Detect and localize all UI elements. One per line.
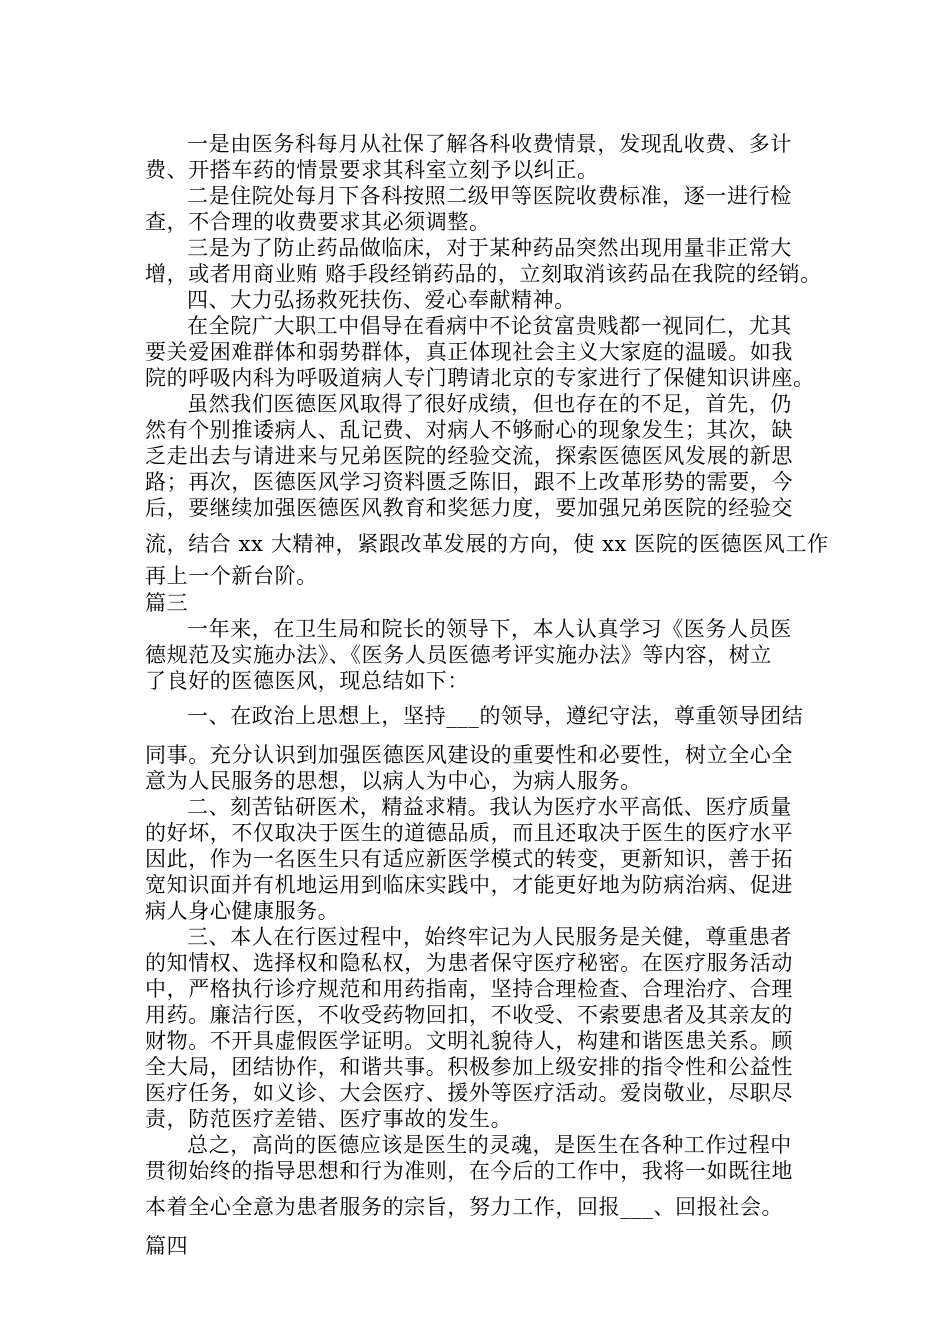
text-line: 一是由医务科每月从社保了解各科收费情景，发现乱收费、多计: [187, 132, 792, 156]
text-line: 路；再次，医德医风学习资料匮乏陈旧，跟不上改革形势的需要，今: [145, 470, 793, 494]
text-line: 的好坏，不仅取决于医生的道德品质，而且还取决于医生的医疗水平: [145, 821, 793, 845]
text-line: 增，或者用商业贿 赂手段经销药品的，立刻取消该药品在我院的经销。: [145, 262, 822, 286]
text-line: 意为人民服务的思想，以病人为中心，为病人服务。: [145, 769, 642, 793]
text-line: 流，结合 xx 大精神，紧跟改革发展的方向，使 xx 医院的医德医风工作: [145, 532, 829, 556]
text-line: 虽然我们医德医风取得了很好成绩，但也存在的不足，首先，仍: [187, 392, 792, 416]
text-line: 二、刻苦钻研医术，精益求精。我认为医疗水平高低、医疗质量: [187, 795, 792, 819]
text-line: 医疗任务，如义诊、大会医疗、援外等医疗活动。爱岗敬业，尽职尽: [145, 1081, 793, 1105]
text-line: 中，严格执行诊疗规范和用药指南，坚持合理检查、合理治疗、合理: [145, 977, 793, 1001]
text-line: 一年来，在卫生局和院长的领导下，本人认真学习《医务人员医: [187, 617, 792, 641]
text-line: 二是住院处每月下各科按照二级甲等医院收费标准，逐一进行检: [187, 184, 792, 208]
text-line: 本着全心全意为患者服务的宗旨，努力工作，回报___、回报社会。: [145, 1195, 784, 1219]
text-line: 院的呼吸内科为呼吸道病人专门聘请北京的专家进行了保健知识讲座。: [145, 366, 815, 390]
text-line: 后，要继续加强医德医风教育和奖惩力度，要加强兄弟医院的经验交: [145, 496, 793, 520]
section-title: 篇四: [145, 1234, 189, 1258]
text-line: 因此，作为一名医生只有适应新医学模式的转变，更新知识，善于拓: [145, 847, 793, 871]
text-line: 了良好的医德医风，现总结如下：: [145, 669, 469, 693]
text-line: 总之，高尚的医德应该是医生的灵魂，是医生在各种工作过程中: [187, 1133, 792, 1157]
text-line: 一、在政治上思想上，坚持___的领导，遵纪守法，尊重领导团结: [187, 704, 804, 728]
text-line: 贯彻始终的指导思想和行为准则，在今后的工作中，我将一如既往地: [145, 1159, 793, 1183]
text-line: 病人身心健康服务。: [145, 899, 340, 923]
section-heading: 四、大力弘扬救死扶伤、爱心奉献精神。: [187, 288, 576, 312]
text-line: 德规范及实施办法》、《医务人员医德考评实施办法》等内容，树立: [145, 643, 772, 667]
text-line: 在全院广大职工中倡导在看病中不论贫富贵贱都一视同仁，尤其: [187, 314, 792, 338]
text-line: 同事。充分认识到加强医德医风建设的重要性和必要性，树立全心全: [145, 743, 793, 767]
text-line: 要关爱困难群体和弱势群体，真正体现社会主义大家庭的温暖。如我: [145, 340, 793, 364]
text-line: 用药。廉洁行医，不收受药物回扣，不收受、不索要患者及其亲友的: [145, 1003, 793, 1027]
text-line: 全大局，团结协作，和谐共事。积极参加上级安排的指令性和公益性: [145, 1055, 793, 1079]
text-line: 财物。不开具虚假医学证明。文明礼貌待人，构建和谐医患关系。顾: [145, 1029, 793, 1053]
text-line: 宽知识面并有机地运用到临床实践中，才能更好地为防病治病、促进: [145, 873, 793, 897]
text-line: 然有个别推诿病人、乱记费、对病人不够耐心的现象发生；其次，缺: [145, 418, 793, 442]
text-line: 的知情权、选择权和隐私权，为患者保守医疗秘密。在医疗服务活动: [145, 951, 793, 975]
text-line: 责，防范医疗差错、医疗事故的发生。: [145, 1107, 513, 1131]
text-line: 费、开搭车药的情景要求其科室立刻予以纠正。: [145, 158, 599, 182]
text-line: 三是为了防止药品做临床，对于某种药品突然出现用量非正常大: [187, 236, 792, 260]
text-line: 查，不合理的收费要求其必须调整。: [145, 210, 491, 234]
text-line: 乏走出去与请进来与兄弟医院的经验交流，探索医德医风发展的新思: [145, 444, 793, 468]
text-line: 三、本人在行医过程中，始终牢记为人民服务是关健，尊重患者: [187, 925, 792, 949]
section-title: 篇三: [145, 591, 189, 615]
text-line: 再上一个新台阶。: [145, 564, 318, 588]
